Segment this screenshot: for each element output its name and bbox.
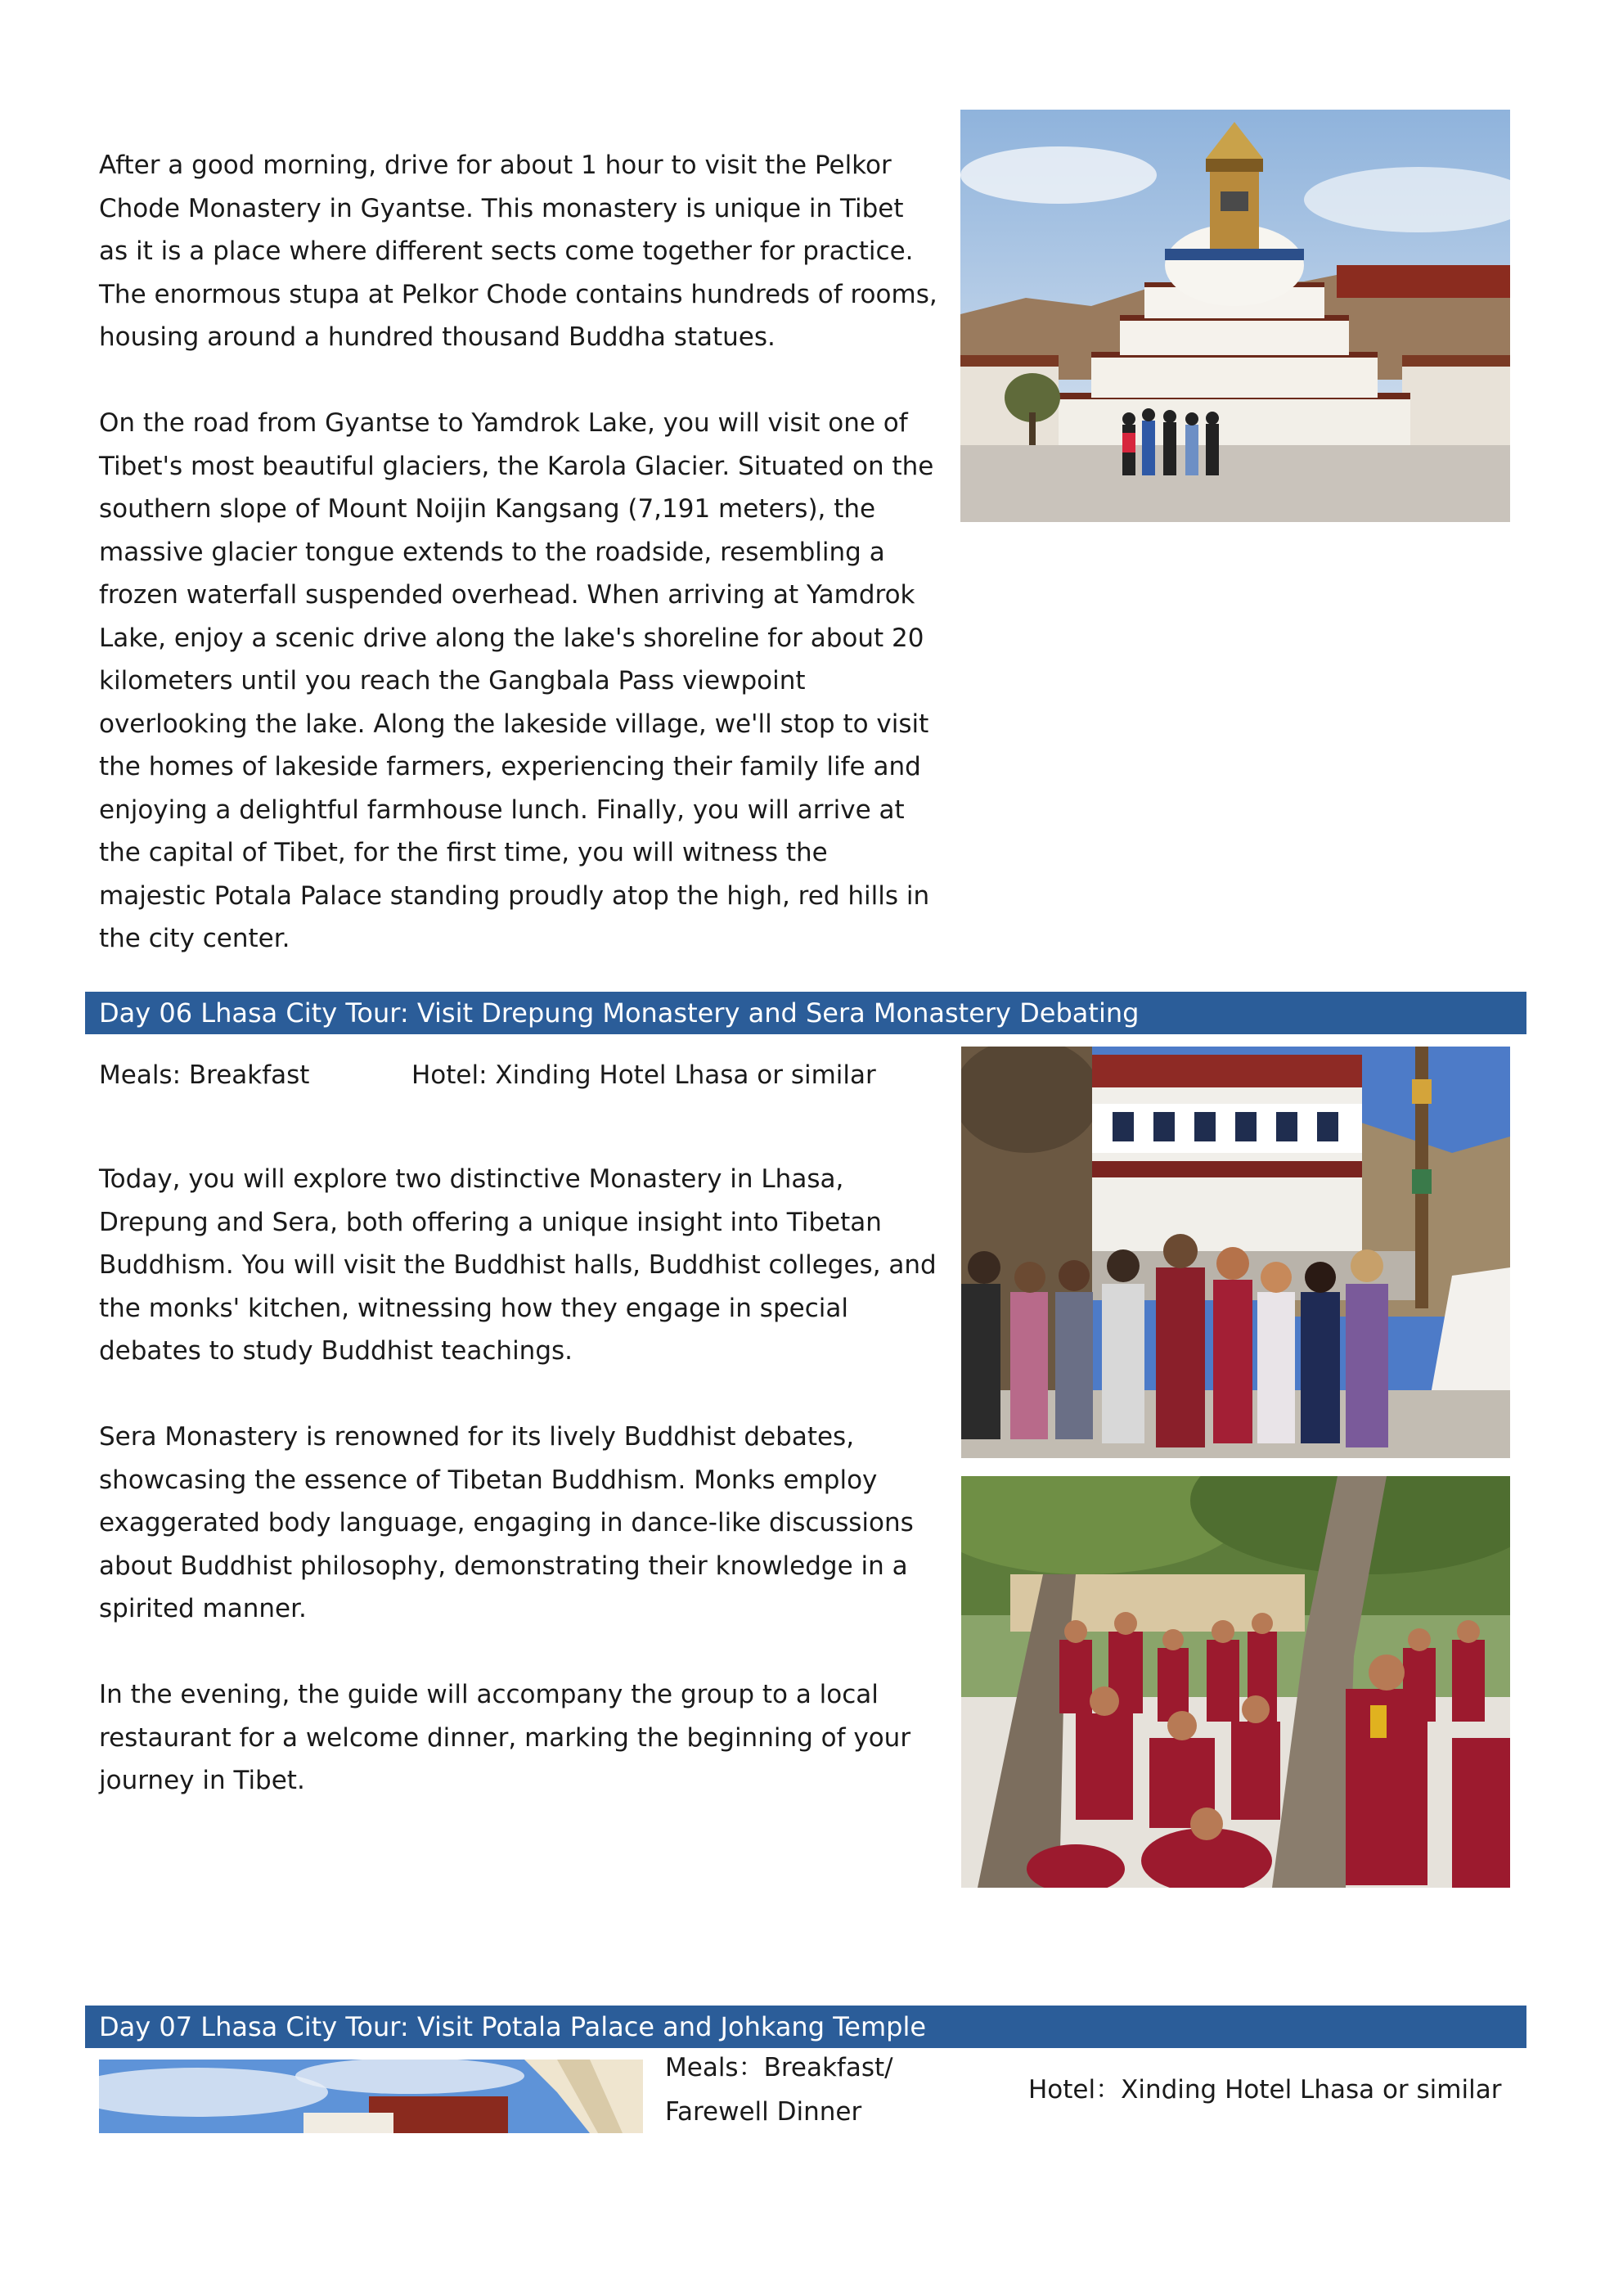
day06-paragraph-2: Sera Monastery is renowned for its lively Buddhist debates, showcasing the essence of Tibetan Buddhism. Monks employ exaggerated body language, engaging in dance-like discussions about Buddhist philosophy, demonstrating their knowledge in a spirited manner. xyxy=(99,1422,914,1623)
drepung-group-photo xyxy=(961,1047,1510,1458)
potala-palace-photo xyxy=(99,2060,643,2133)
day07-title-bar: Day 07 Lhasa City Tour: Visit Potala Palace and Johkang Temple xyxy=(85,2006,1526,2048)
day07-hotel: Hotel：Xinding Hotel Lhasa or similar xyxy=(1028,2075,1502,2105)
day06-paragraph-1: Today, you will explore two distinctive Monastery in Lhasa, Drepung and Sera, both offering a unique insight into Tibetan Buddhism. You will visit the Buddhist halls, Buddhist colleges, and the monks' kitchen, witnessing how they engage in special debates to study Buddhist teachings. xyxy=(99,1164,937,1366)
pelkor-chode-stupa-photo xyxy=(960,110,1510,522)
day05-paragraph-2: On the road from Gyantse to Yamdrok Lake, you will visit one of Tibet's most beautiful glaciers, the Karola Glacier. Situated on the southern slope of Mount Noijin Kangsang (7,191 meters), the massive glacier tongue extends to the roadside, resembling a frozen waterfall suspended overhead. When arriving at Yamdrok Lake, enjoy a scenic drive along the lake's shoreline for about 20 kilometers until you reach the Gangbala Pass viewpoint overlooking the lake. Along the lakeside village, we'll stop to visit the homes of lakeside farmers, experiencing their family life and enjoying a delightful farmhouse lunch. Finally, you will arrive at the capital of Tibet, for the first time, you will witness the majestic Potala Palace standing proudly atop the high, red hills in the city center. xyxy=(99,408,934,953)
day06-text xyxy=(99,1158,937,1803)
day07-meals-line2: Farewell Dinner xyxy=(665,2097,862,2127)
day05-paragraph-1: After a good morning, drive for about 1 hour to visit the Pelkor Chode Monastery in Gyantse. This monastery is unique in Tibet as it is a place where different sects come together for practice. The enormous stupa at Pelkor Chode contains hundreds of rooms, housing around a hundred thousand Buddha statues. xyxy=(99,151,937,352)
day06-meals: Meals: Breakfast xyxy=(99,1060,310,1090)
day06-hotel: Hotel: Xinding Hotel Lhasa or similar xyxy=(411,1060,876,1090)
day06-paragraph-3: In the evening, the guide will accompany the group to a local restaurant for a welcome dinner, marking the beginning of your journey in Tibet. xyxy=(99,1680,911,1795)
day07-meals-line1: Meals：Breakfast/ xyxy=(665,2053,893,2082)
day06-title-bar: Day 06 Lhasa City Tour: Visit Drepung Monastery and Sera Monastery Debating xyxy=(85,992,1526,1034)
sera-debating-photo xyxy=(961,1476,1510,1888)
day05-text xyxy=(99,144,937,961)
